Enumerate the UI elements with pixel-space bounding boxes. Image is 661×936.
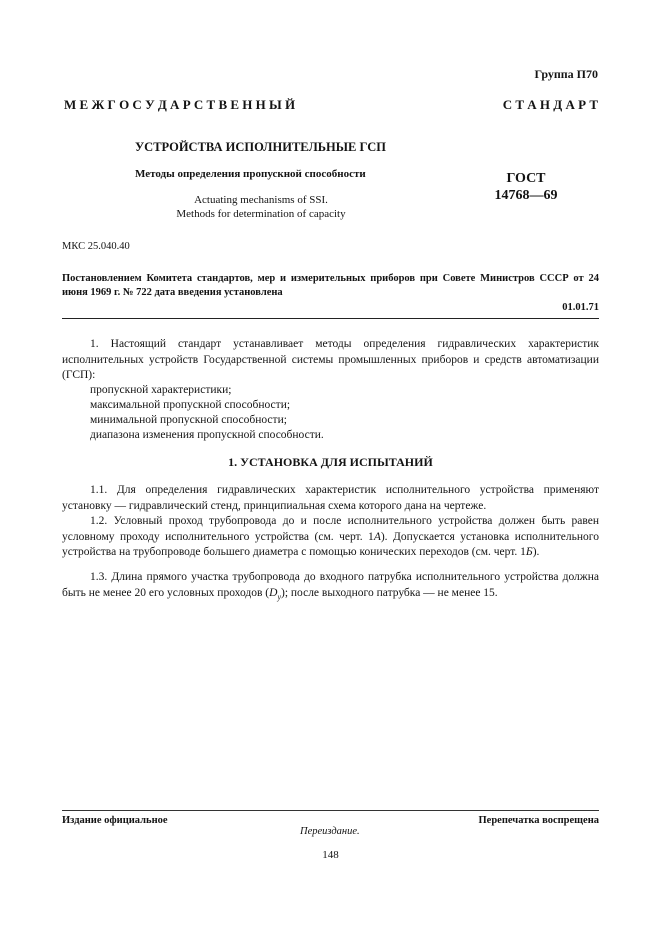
- standard-banner: [64, 97, 598, 113]
- mks-code: МКС 25.040.40: [62, 241, 130, 252]
- header-divider: [62, 318, 599, 319]
- list-item: минимальной пропускной способности;: [90, 414, 287, 426]
- nominal-diameter-symbol: D: [269, 586, 278, 599]
- list-item: пропускной характеристики;: [90, 384, 232, 396]
- clause-1-2-text-a: 1.2. Условный проход трубопровода до и после исполнительного устройства должен быть равен условному проходу исполнительного устройства (см. черт. 1: [62, 515, 599, 543]
- english-title-line-2: Methods for determination of capacity: [176, 208, 346, 220]
- official-edition-label: Издание официальное: [62, 815, 168, 826]
- document-title: УСТРОЙСТВА ИСПОЛНИТЕЛЬНЫЕ ГСП: [135, 140, 387, 154]
- nominal-diameter-subscript: y: [277, 591, 281, 601]
- effective-date: 01.01.71: [562, 302, 599, 313]
- group-code: Группа П70: [534, 67, 598, 81]
- page-number: 148: [322, 849, 339, 861]
- english-title-line-1: Actuating mechanisms of SSI.: [194, 194, 328, 206]
- document-subtitle: Методы определения пропускной способности: [135, 168, 366, 180]
- clause-1-3: [62, 570, 599, 604]
- clause-1-3-text-b: ); после выходного патрубка — не менее 15.: [281, 586, 498, 599]
- reprint-prohibited-label: Перепечатка воспрещена: [478, 815, 599, 826]
- gost-designation: [484, 170, 568, 204]
- footer-divider: [62, 810, 599, 811]
- clause-1-2: [62, 514, 599, 561]
- list-item: максимальной пропускной способности;: [90, 399, 291, 411]
- decree-text: Постановлением Комитета стандартов, мер и измерительных приборов при Совете Министров СССР от 24 июня 1969 г. № 722 дата введения установлена: [62, 273, 599, 298]
- clause-1-2-text-c: ).: [532, 546, 540, 558]
- clause-1-3-text-a: 1.3. Длина прямого участка трубопровода до входного патрубка исполнительного устройства должна быть не менее 20 его условных проходов (: [62, 571, 599, 599]
- section-heading: 1. УСТАНОВКА ДЛЯ ИСПЫТАНИЙ: [228, 455, 433, 469]
- gost-number: 14768—69: [494, 188, 558, 203]
- gost-label: ГОСТ: [506, 171, 546, 186]
- clause-1-1: 1.1. Для определения гидравлических характеристик исполнительного устройства применяют установку — гидравлический стенд, принципиальная схема которого дана на чертеже.: [62, 484, 599, 512]
- clause-1-2-text-b: ). Допускается установка исполнительного устройства на трубопроводе большего диаметра с помощью конических переходов (см. черт. 1: [62, 530, 599, 558]
- list-item: диапазона изменения пропускной способности.: [90, 429, 324, 441]
- intro-paragraph: 1. Настоящий стандарт устанавливает методы определения гидравлических характеристик исполнительных устройств Государственной системы промышленных приборов и средств автоматизации (ГСП):: [62, 338, 599, 381]
- reissue-label: Переиздание.: [300, 826, 360, 837]
- english-title: [166, 193, 356, 221]
- banner-interstate: М Е Ж Г О С У Д А Р С Т В Е Н Н Ы Й: [64, 97, 296, 112]
- figure-ref-b: Б: [525, 546, 533, 558]
- figure-ref-a: А: [373, 530, 381, 543]
- banner-standard: С Т А Н Д А Р Т: [502, 97, 598, 112]
